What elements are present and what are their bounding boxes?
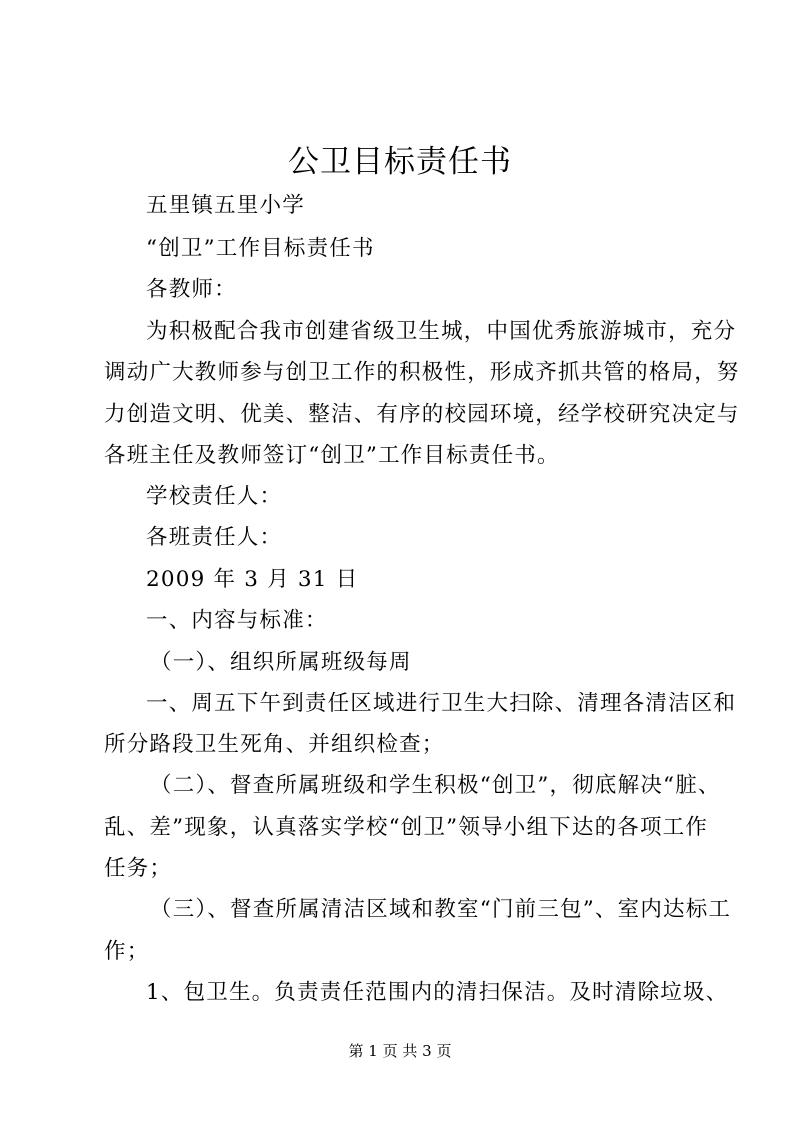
body-paragraph-line: 一、周五下午到责任区域进行卫生大扫除、清理各清洁区和 — [146, 691, 737, 716]
body-paragraph-line: 为积极配合我市创建省级卫生城，中国优秀旅游城市，充分 — [146, 319, 737, 344]
body-paragraph-line: （二）、督查所属班级和学生积极“创卫”，彻底解决“脏、 — [150, 773, 721, 798]
body-paragraph-line: 乱、差”现象，认真落实学校“创卫”领导小组下达的各项工作 — [104, 815, 709, 840]
item-heading: （一）、组织所属班级每周 — [150, 650, 412, 675]
school-name-line: 五里镇五里小学 — [146, 193, 305, 218]
document-title: 公卫目标责任书 — [288, 144, 512, 180]
body-paragraph-line: 调动广大教师参与创卫工作的积极性，形成齐抓共管的格局，努 — [104, 360, 740, 385]
salutation-line: 各教师： — [146, 277, 237, 302]
body-paragraph-line: （三）、督查所属清洁区域和教室“门前三包”、室内达标工 — [150, 897, 732, 922]
body-paragraph-line: 各班主任及教师签订“创卫”工作目标责任书。 — [104, 443, 560, 468]
class-responsible-line: 各班责任人： — [146, 525, 283, 550]
school-responsible-line: 学校责任人： — [146, 484, 283, 509]
page-footer: 第 1 页 共 3 页 — [348, 1042, 452, 1060]
body-paragraph-line: 1、包卫生。负责责任范围内的清扫保洁。及时清除垃圾、 — [146, 980, 729, 1005]
body-paragraph-line: 所分路段卫生死角、并组织检查； — [104, 732, 445, 757]
body-paragraph-line: 力创造文明、优美、整洁、有序的校园环境，经学校研究决定与 — [104, 402, 740, 427]
subtitle-line: “创卫”工作目标责任书 — [146, 236, 375, 261]
section-heading: 一、内容与标准： — [146, 608, 328, 633]
body-paragraph-line: 作； — [104, 939, 150, 964]
body-paragraph-line: 任务； — [104, 856, 173, 881]
date-line: 2009 年 3 月 31 日 — [146, 567, 359, 592]
